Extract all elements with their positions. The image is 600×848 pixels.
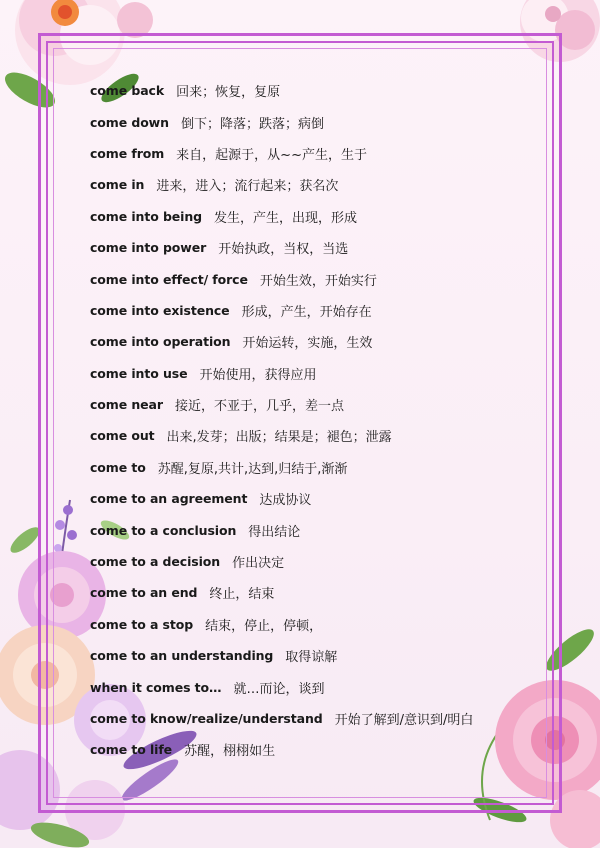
list-item <box>90 671 550 702</box>
list-item <box>90 546 550 577</box>
list-item <box>90 514 550 545</box>
phrase-term: come to <box>90 459 146 475</box>
list-item <box>90 232 550 263</box>
phrase-meaning: 就…而论，谈到 <box>233 681 325 697</box>
list-item <box>90 452 550 483</box>
list-item <box>90 420 550 451</box>
list-item <box>90 358 550 389</box>
list-item <box>90 138 550 169</box>
list-item <box>90 201 550 232</box>
phrase-term: come into power <box>90 240 207 256</box>
phrase-meaning: 开始生效，开始实行 <box>259 273 377 289</box>
list-item <box>90 640 550 671</box>
phrase-meaning: 形成，产生，开始存在 <box>241 304 372 320</box>
phrase-meaning: 开始了解到/意识到/明白 <box>334 713 474 728</box>
phrase-term: come into effect/ force <box>90 271 248 287</box>
list-item <box>90 169 550 200</box>
phrase-meaning: 苏醒，栩栩如生 <box>184 744 276 760</box>
phrase-term: come into existence <box>90 302 230 318</box>
phrase-meaning: 作出决定 <box>232 556 285 572</box>
phrase-meaning: 发生，产生，出现，形成 <box>214 210 358 226</box>
phrase-term: come in <box>90 177 145 193</box>
phrase-term: come out <box>90 428 155 444</box>
phrase-term: when it comes to… <box>90 679 222 695</box>
phrase-meaning: 开始执政，当权，当选 <box>218 242 349 258</box>
list-item <box>90 577 550 608</box>
phrase-meaning: 回来；恢复，复原 <box>176 85 281 101</box>
list-item <box>90 389 550 420</box>
phrase-term: come near <box>90 397 163 413</box>
phrase-meaning: 终止，结束 <box>209 587 275 603</box>
phrase-term: come into operation <box>90 334 231 350</box>
phrase-term: come to know/realize/understand <box>90 711 323 726</box>
phrase-meaning: 开始运转，实施，生效 <box>242 336 373 352</box>
phrase-list <box>90 75 550 766</box>
list-item <box>90 734 550 765</box>
phrase-term: come to life <box>90 742 173 758</box>
phrase-term: come to a decision <box>90 554 221 570</box>
phrase-term: come to an agreement <box>90 491 248 507</box>
phrase-meaning: 倒下；降落；跌落；病倒 <box>180 116 324 132</box>
phrase-meaning: 接近，不亚于，几乎，差一点 <box>174 399 344 415</box>
phrase-term: come into being <box>90 208 203 224</box>
phrase-term: come to a stop <box>90 616 194 632</box>
phrase-term: come from <box>90 145 165 161</box>
phrase-term: come to a conclusion <box>90 522 237 538</box>
list-item <box>90 263 550 294</box>
phrase-meaning: 开始使用，获得应用 <box>199 367 317 383</box>
list-item <box>90 703 550 734</box>
phrase-term: come to an end <box>90 585 198 601</box>
list-item <box>90 295 550 326</box>
phrase-meaning: 达成协议 <box>259 493 312 509</box>
phrase-meaning: 得出结论 <box>248 524 301 540</box>
phrase-term: come down <box>90 114 169 130</box>
phrase-term: come back <box>90 83 165 99</box>
phrase-meaning: 出来,发芽；出版；结果是；褪色；泄露 <box>166 430 392 446</box>
phrase-term: come to an understanding <box>90 648 274 664</box>
phrase-meaning: 进来，进入；流行起来；获名次 <box>156 179 339 195</box>
phrase-meaning: 结束，停止，停顿， <box>205 618 323 634</box>
list-item <box>90 326 550 357</box>
list-item <box>90 483 550 514</box>
phrase-meaning: 取得谅解 <box>285 650 338 666</box>
phrase-meaning: 苏醒,复原,共计,达到,归结于,渐渐 <box>157 461 348 477</box>
list-item <box>90 609 550 640</box>
list-item <box>90 75 550 106</box>
phrase-meaning: 来自，起源于，从~~产生，生于 <box>176 147 367 163</box>
phrase-term: come into use <box>90 365 188 381</box>
list-item <box>90 106 550 137</box>
